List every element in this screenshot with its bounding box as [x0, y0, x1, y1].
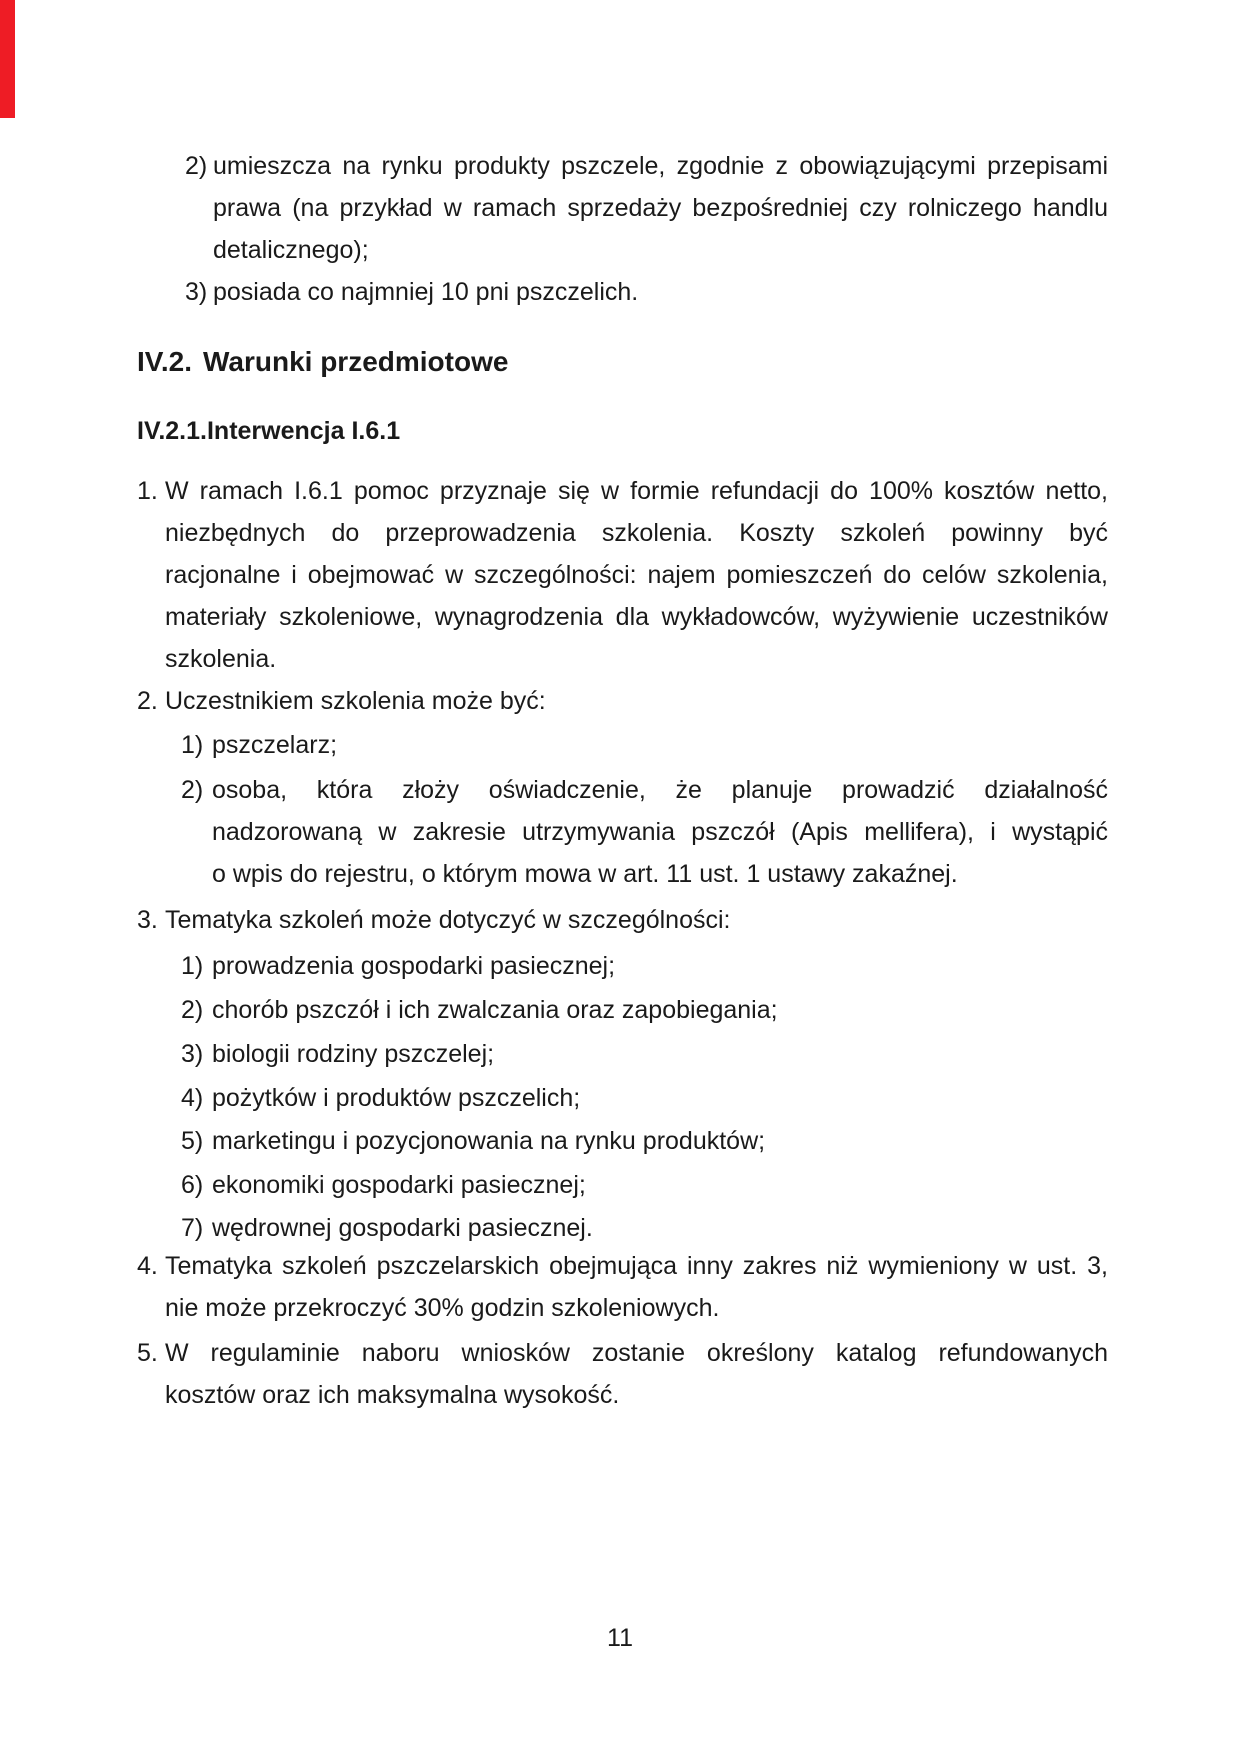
text-line: szkolenia. — [165, 645, 277, 673]
list-marker: 3. — [137, 906, 158, 934]
text-line: prowadzenia gospodarki pasiecznej; — [212, 952, 616, 980]
text-line: nie może przekroczyć 30% godzin szkoleniowych. — [165, 1294, 720, 1322]
text-line: pszczelarz; — [212, 731, 338, 759]
list-item — [137, 470, 1108, 680]
text-line: o wpis do rejestru, o którym mowa w art. 11 ust. 1 ustawy zakaźnej. — [212, 860, 958, 888]
list-marker: 1) — [181, 731, 204, 759]
list-item-text — [181, 1033, 1108, 1075]
section-number: IV.2. — [137, 346, 193, 377]
text-line: detalicznego); — [213, 236, 369, 264]
page-number: 11 — [607, 1624, 633, 1652]
text-line: materiały szkoleniowe, wynagrodzenia dla wykładowców, wyżywienie uczestników — [165, 603, 1108, 631]
list-item — [181, 724, 1108, 766]
list-item — [181, 1120, 1108, 1162]
list-marker: 5. — [137, 1339, 158, 1367]
list-item-text — [137, 680, 1108, 722]
list-item — [181, 1207, 1108, 1249]
red-ribbon-mark — [0, 0, 15, 118]
text-line: chorób pszczół i ich zwalczania oraz zapobiegania; — [212, 996, 778, 1024]
list-marker: 1) — [181, 952, 204, 980]
list-item-text — [137, 899, 1108, 941]
text-line: Tematyka szkoleń może dotyczyć w szczególności: — [165, 906, 731, 934]
list-item-text — [181, 989, 1108, 1031]
list-item — [181, 1164, 1108, 1206]
list-marker: 6) — [181, 1171, 204, 1199]
list-item-text — [181, 769, 1108, 895]
text-line: pożytków i produktów pszczelich; — [212, 1084, 581, 1112]
list-item — [185, 145, 1108, 271]
text-line: niezbędnych do przeprowadzenia szkolenia. Koszty szkoleń powinny być — [165, 519, 1108, 547]
list-item — [181, 1077, 1108, 1119]
list-item — [181, 1033, 1108, 1075]
text-line: prawa (na przykład w ramach sprzedaży bezpośredniej czy rolniczego handlu — [213, 194, 1108, 222]
text-line: W regulaminie naboru wniosków zostanie określony katalog refundowanych — [165, 1339, 1108, 1367]
list-item — [137, 1245, 1108, 1329]
text-line: W ramach I.6.1 pomoc przyznaje się w formie refundacji do 100% kosztów netto, — [165, 477, 1108, 505]
list-item — [185, 271, 1108, 313]
text-line: Uczestnikiem szkolenia może być: — [165, 687, 546, 715]
list-marker: 5) — [181, 1127, 204, 1155]
list-item-text — [181, 1077, 1108, 1119]
list-item-text — [137, 470, 1108, 680]
list-item-text — [185, 271, 1108, 313]
section-heading — [137, 340, 1108, 384]
list-marker: 2) — [181, 776, 204, 804]
list-marker: 4) — [181, 1084, 204, 1112]
text-line: racjonalne i obejmować w szczególności: najem pomieszczeń do celów szkolenia, — [165, 561, 1108, 589]
text-line: nadzorowaną w zakresie utrzymywania pszczół (Apis mellifera), i wystąpić — [212, 818, 1108, 846]
subsection-heading: IV.2.1.Interwencja I.6.1 — [137, 417, 401, 445]
list-item-text — [137, 1245, 1108, 1329]
list-item — [181, 769, 1108, 895]
text-line: ekonomiki gospodarki pasiecznej; — [212, 1171, 586, 1199]
list-marker: 2. — [137, 687, 158, 715]
list-item-text — [181, 945, 1108, 987]
list-item — [181, 945, 1108, 987]
list-item — [137, 899, 1108, 941]
list-item — [137, 680, 1108, 722]
list-item-text — [181, 1207, 1108, 1249]
text-line: Tematyka szkoleń pszczelarskich obejmująca inny zakres niż wymieniony w ust. 3, — [165, 1252, 1108, 1280]
list-marker: 1. — [137, 477, 158, 505]
text-line: posiada co najmniej 10 pni pszczelich. — [213, 278, 639, 306]
text-line: marketingu i pozycjonowania na rynku produktów; — [212, 1127, 766, 1155]
list-marker: 2) — [181, 996, 204, 1024]
list-marker: 7) — [181, 1214, 204, 1242]
list-item-text — [181, 1120, 1108, 1162]
list-item-text — [181, 724, 1108, 766]
list-item — [137, 1332, 1108, 1416]
list-marker: 3) — [185, 278, 208, 306]
list-item-text — [185, 145, 1108, 271]
list-marker: 3) — [181, 1040, 204, 1068]
list-item-text — [137, 1332, 1108, 1416]
list-marker: 4. — [137, 1252, 158, 1280]
section-title: Warunki przedmiotowe — [203, 346, 509, 377]
list-marker: 2) — [185, 152, 208, 180]
text-line: wędrownej gospodarki pasiecznej. — [212, 1214, 593, 1242]
text-line: biologii rodziny pszczelej; — [212, 1040, 495, 1068]
text-line: osoba, która złoży oświadczenie, że planuje prowadzić działalność — [212, 776, 1108, 804]
text-line: kosztów oraz ich maksymalna wysokość. — [165, 1381, 620, 1409]
list-item-text — [181, 1164, 1108, 1206]
text-line: umieszcza na rynku produkty pszczele, zgodnie z obowiązującymi przepisami — [213, 152, 1108, 180]
list-item — [181, 989, 1108, 1031]
